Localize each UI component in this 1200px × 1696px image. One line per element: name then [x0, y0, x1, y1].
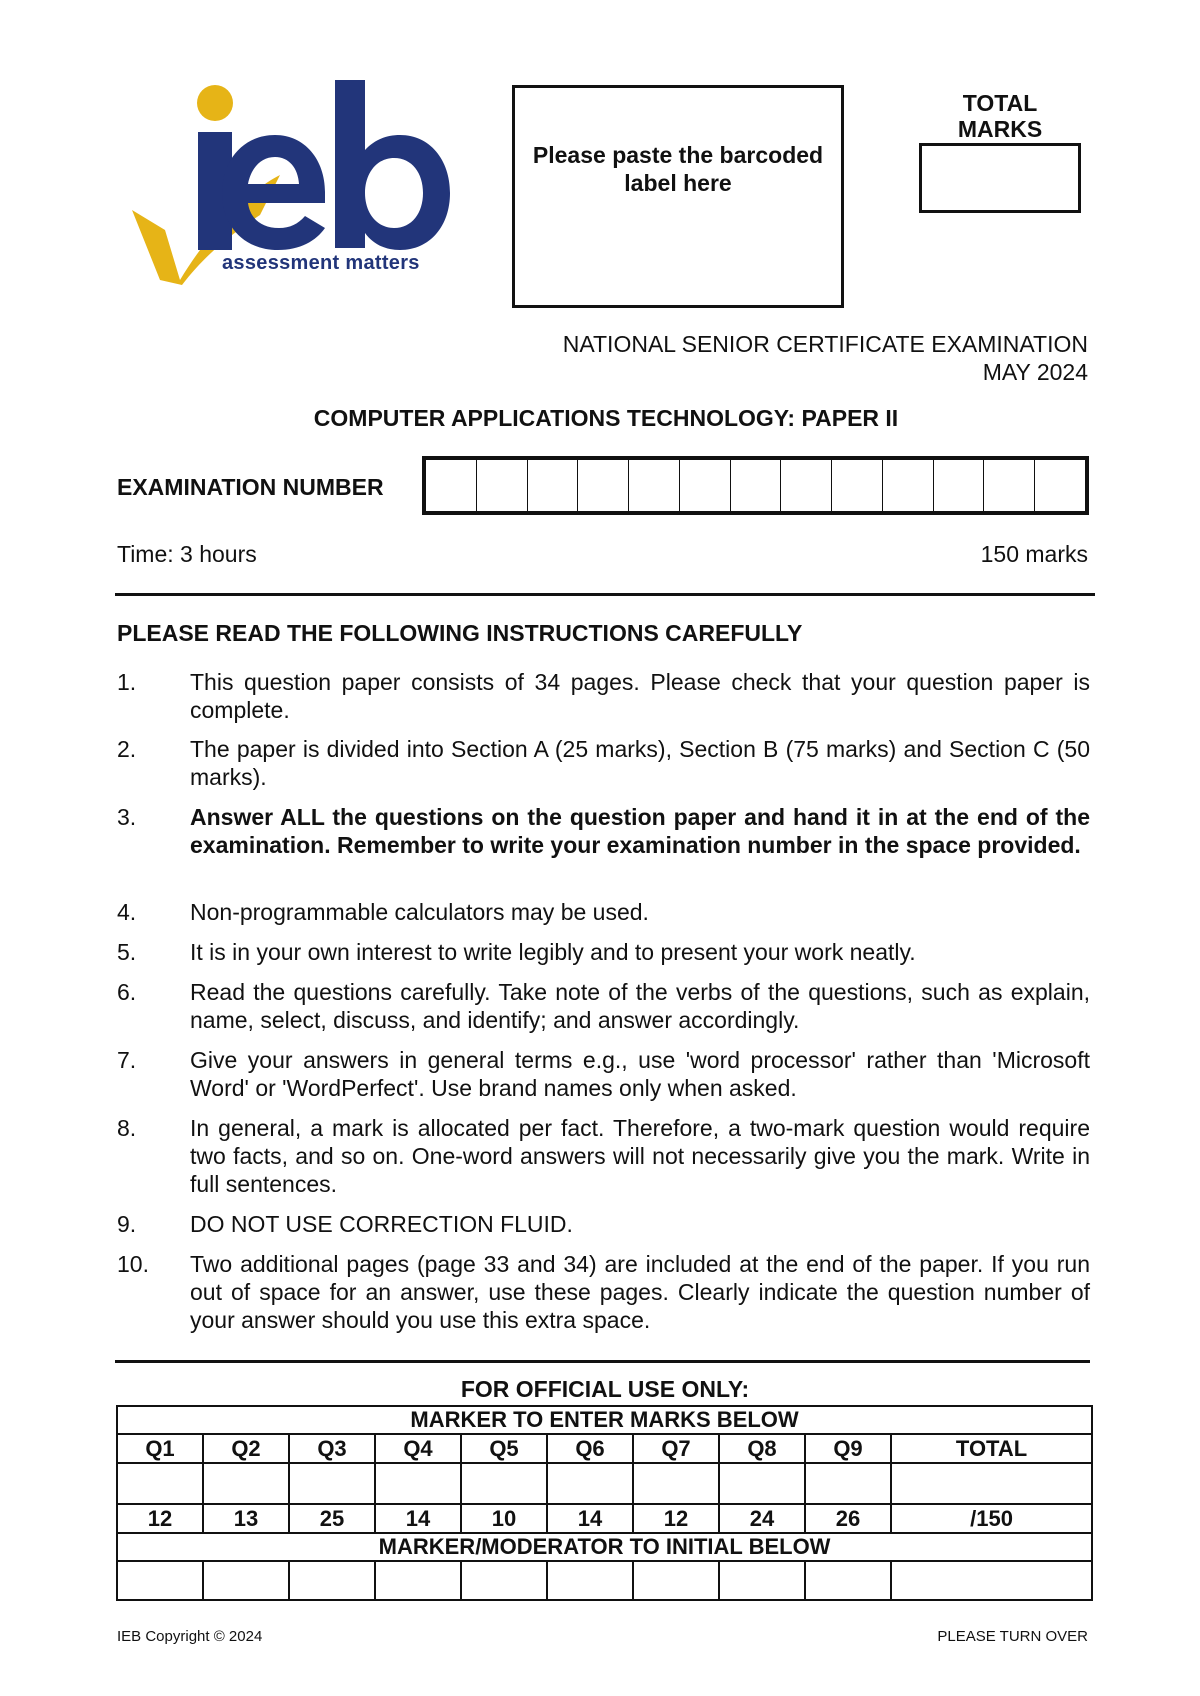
- footer-turn-over: PLEASE TURN OVER: [937, 1628, 1088, 1645]
- initial-cell[interactable]: [633, 1561, 719, 1600]
- max-mark: 24: [719, 1504, 805, 1533]
- instruction-item: [117, 1046, 1090, 1102]
- exam-number-boxes[interactable]: [422, 456, 1089, 515]
- initial-cell[interactable]: [891, 1561, 1092, 1600]
- max-total: /150: [891, 1504, 1092, 1533]
- question-header: Q4: [375, 1434, 461, 1463]
- instruction-text: In general, a mark is allocated per fact. Therefore, a two-mark question would require two facts, and so on. One-word answers will not necessarily give you the mark. Write in full sentences.: [190, 1115, 1090, 1197]
- exam-number-cell[interactable]: [629, 460, 680, 511]
- exam-date: MAY 2024: [982, 359, 1088, 385]
- instruction-text: DO NOT USE CORRECTION FLUID.: [190, 1211, 573, 1237]
- mark-entry-cell[interactable]: [633, 1463, 719, 1504]
- exam-number-cell[interactable]: [426, 460, 477, 511]
- instruction-text: Answer ALL the questions on the question paper and hand it in at the end of the examination. Remember to write your examination number in the space provided.: [190, 804, 1090, 858]
- initial-cell[interactable]: [117, 1561, 203, 1600]
- exam-number-cell[interactable]: [832, 460, 883, 511]
- max-mark: 13: [203, 1504, 289, 1533]
- mark-entry-cell[interactable]: [719, 1463, 805, 1504]
- initial-cell[interactable]: [461, 1561, 547, 1600]
- instruction-item: [117, 898, 1090, 926]
- initial-cell[interactable]: [289, 1561, 375, 1600]
- instruction-item: [117, 1250, 1090, 1334]
- instruction-item: [117, 978, 1090, 1034]
- question-header: Q7: [633, 1434, 719, 1463]
- instruction-number: 1.: [117, 669, 137, 695]
- instruction-item: [117, 668, 1090, 724]
- instruction-number: 8.: [117, 1115, 137, 1141]
- mark-entry-cell[interactable]: [117, 1463, 203, 1504]
- instruction-text: Two additional pages (page 33 and 34) are included at the end of the paper. If you run out of space for an answer, use these pages. Clearly indicate the question number of your answer should you use this extra space.: [190, 1251, 1090, 1333]
- total-header: TOTAL: [891, 1434, 1092, 1463]
- instruction-text: It is in your own interest to write legibly and to present your work neatly.: [190, 939, 916, 965]
- logo-b: [335, 80, 450, 250]
- instruction-number: 9.: [117, 1211, 137, 1237]
- max-mark: 12: [633, 1504, 719, 1533]
- instruction-item: [117, 803, 1090, 859]
- instruction-text: Non-programmable calculators may be used.: [190, 899, 649, 925]
- footer-copyright: IEB Copyright © 2024: [117, 1628, 263, 1645]
- initial-cell[interactable]: [375, 1561, 461, 1600]
- question-header: Q6: [547, 1434, 633, 1463]
- total-marks-label: TOTAL MARKS: [957, 90, 1043, 142]
- instruction-number: 4.: [117, 899, 137, 925]
- instruction-item: [117, 1114, 1090, 1198]
- time-allowed: Time: 3 hours: [117, 541, 257, 567]
- question-header: Q8: [719, 1434, 805, 1463]
- initial-cell[interactable]: [719, 1561, 805, 1600]
- question-header: Q2: [203, 1434, 289, 1463]
- instruction-text: The paper is divided into Section A (25 marks), Section B (75 marks) and Section C (50 marks).: [190, 736, 1090, 790]
- ieb-logo: [130, 80, 470, 310]
- max-mark: 14: [547, 1504, 633, 1533]
- question-header: Q3: [289, 1434, 375, 1463]
- mark-entry-cell[interactable]: [289, 1463, 375, 1504]
- instruction-number: 3.: [117, 804, 137, 830]
- divider: [115, 593, 1095, 596]
- question-header: Q9: [805, 1434, 891, 1463]
- exam-number-label: EXAMINATION NUMBER: [117, 474, 384, 500]
- mark-entry-cell[interactable]: [461, 1463, 547, 1504]
- mark-entry-cell[interactable]: [547, 1463, 633, 1504]
- instruction-text: Read the questions carefully. Take note of the verbs of the questions, such as explain, name, select, discuss, and identify; and answer accordingly.: [190, 979, 1090, 1033]
- exam-number-cell[interactable]: [477, 460, 528, 511]
- divider: [115, 1360, 1090, 1363]
- exam-number-cell[interactable]: [781, 460, 832, 511]
- instructions-heading: PLEASE READ THE FOLLOWING INSTRUCTIONS CAREFULLY: [117, 620, 803, 646]
- paper-title: COMPUTER APPLICATIONS TECHNOLOGY: PAPER II: [313, 405, 899, 431]
- instruction-item: [117, 938, 1090, 966]
- logo-e: [222, 135, 325, 250]
- mark-entry-cell[interactable]: [375, 1463, 461, 1504]
- exam-number-cell[interactable]: [578, 460, 629, 511]
- max-mark: 26: [805, 1504, 891, 1533]
- exam-number-cell[interactable]: [528, 460, 579, 511]
- logo-dot: [197, 85, 233, 121]
- exam-number-cell[interactable]: [934, 460, 985, 511]
- instruction-item: [117, 735, 1090, 791]
- marks-table: [116, 1405, 1093, 1601]
- barcode-label-box: [512, 85, 844, 308]
- mark-entry-cell[interactable]: [805, 1463, 891, 1504]
- exam-number-cell[interactable]: [883, 460, 934, 511]
- moderator-heading: MARKER/MODERATOR TO INITIAL BELOW: [117, 1533, 1092, 1561]
- marker-heading: MARKER TO ENTER MARKS BELOW: [117, 1406, 1092, 1434]
- instruction-number: 5.: [117, 939, 137, 965]
- exam-name: NATIONAL SENIOR CERTIFICATE EXAMINATION: [562, 331, 1088, 357]
- max-mark: 10: [461, 1504, 547, 1533]
- instruction-number: 6.: [117, 979, 137, 1005]
- max-mark: 25: [289, 1504, 375, 1533]
- exam-number-cell[interactable]: [1035, 460, 1085, 511]
- instruction-item: [117, 1210, 1090, 1238]
- instruction-number: 7.: [117, 1047, 137, 1073]
- initial-cell[interactable]: [805, 1561, 891, 1600]
- official-use-label: FOR OFFICIAL USE ONLY:: [460, 1376, 750, 1402]
- question-header: Q5: [461, 1434, 547, 1463]
- instruction-text: Give your answers in general terms e.g., use 'word processor' rather than 'Microsoft Word' or 'WordPerfect'. Use brand names only when asked.: [190, 1047, 1090, 1101]
- exam-number-cell[interactable]: [731, 460, 782, 511]
- question-header: Q1: [117, 1434, 203, 1463]
- logo-tagline: assessment matters: [222, 252, 420, 274]
- mark-entry-cell[interactable]: [203, 1463, 289, 1504]
- total-marks-box[interactable]: [919, 143, 1081, 213]
- max-mark: 14: [375, 1504, 461, 1533]
- initial-cell[interactable]: [547, 1561, 633, 1600]
- exam-title: [563, 330, 1088, 386]
- exam-number-cell[interactable]: [680, 460, 731, 511]
- instruction-text: This question paper consists of 34 pages. Please check that your question paper is complete.: [190, 669, 1090, 723]
- barcode-instruction: Please paste the barcoded label here: [532, 142, 824, 196]
- instruction-number: 2.: [117, 736, 137, 762]
- instruction-number: 10.: [117, 1251, 149, 1277]
- max-mark: 12: [117, 1504, 203, 1533]
- total-entry-cell[interactable]: [891, 1463, 1092, 1504]
- total-marks-text: 150 marks: [980, 541, 1088, 567]
- exam-number-cell[interactable]: [984, 460, 1035, 511]
- initial-cell[interactable]: [203, 1561, 289, 1600]
